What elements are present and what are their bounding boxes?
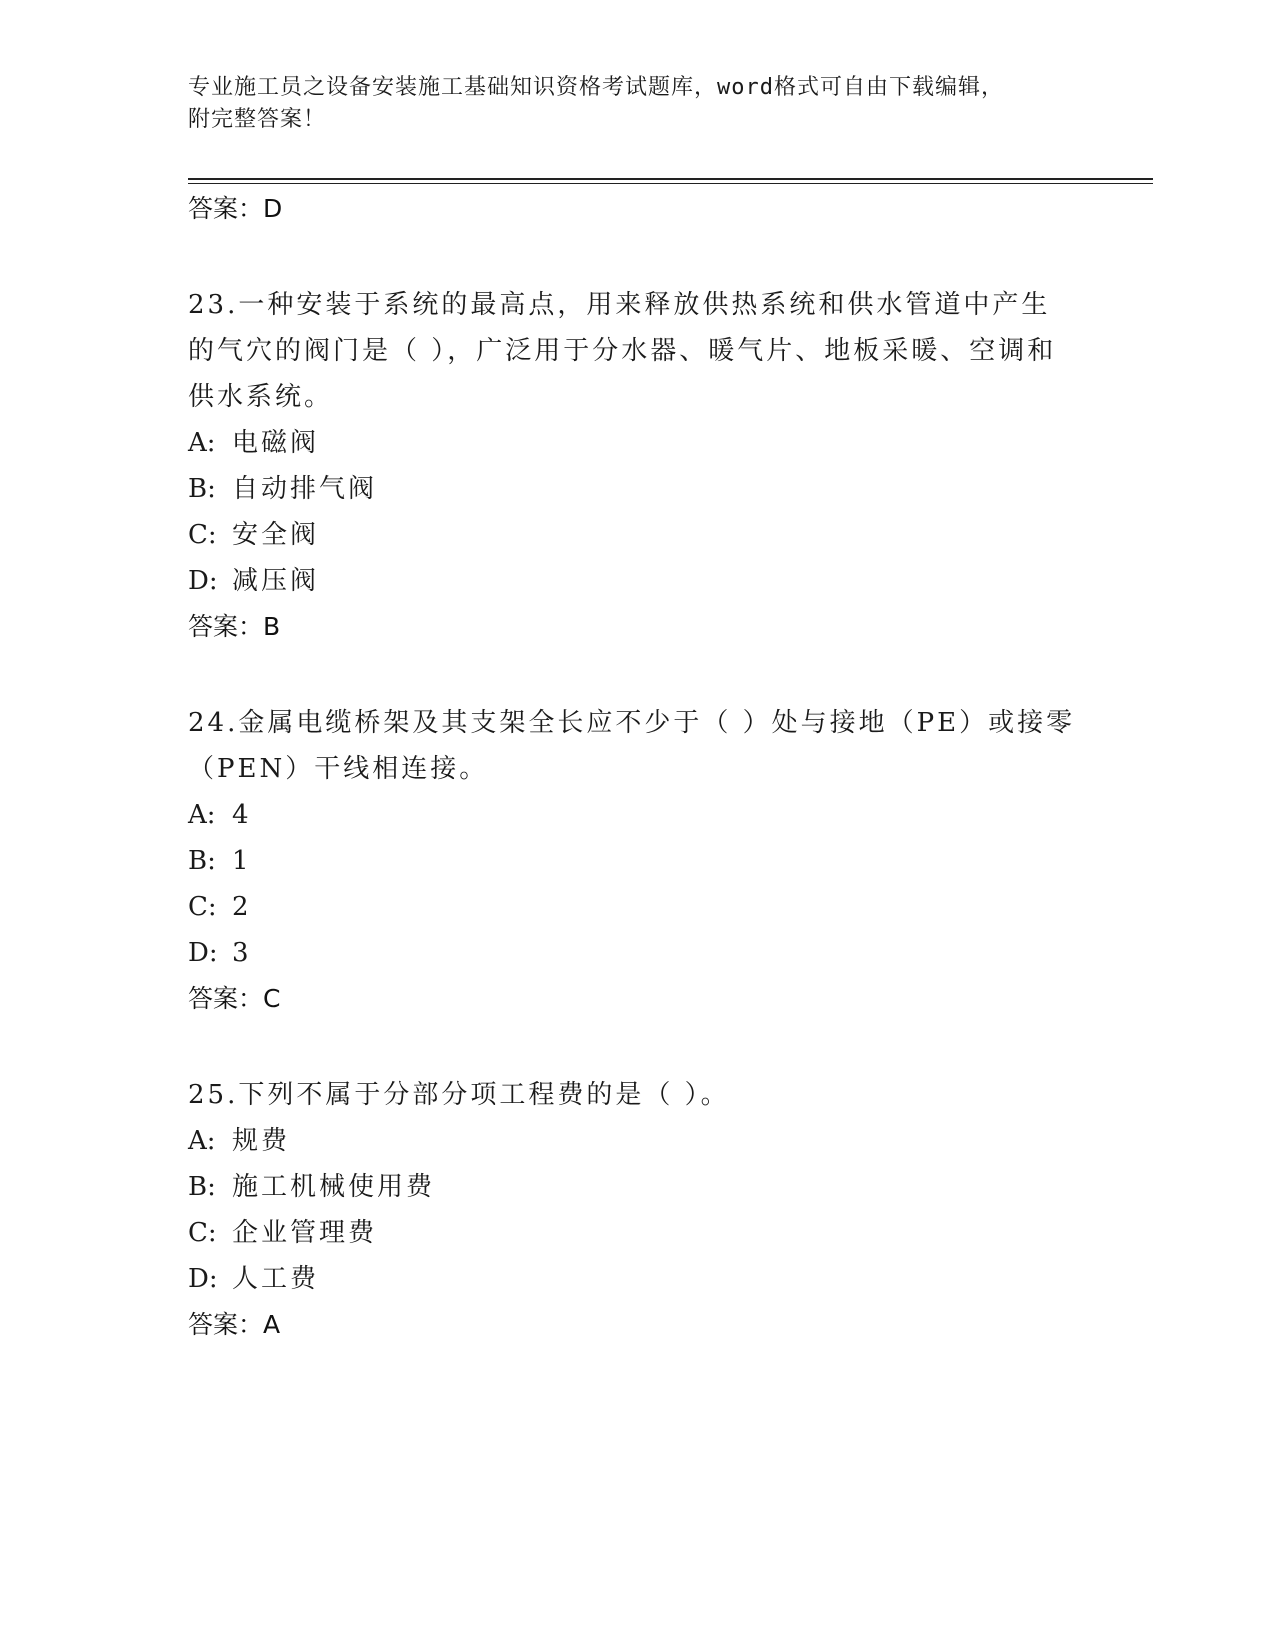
option-c: [188, 512, 1078, 558]
header-line-1: 专业施工员之设备安装施工基础知识资格考试题库，word格式可自由下载编辑，: [188, 75, 1004, 100]
option-b: [188, 1164, 1078, 1210]
option-text: 人工费: [232, 1264, 320, 1294]
option-letter: D:: [188, 938, 218, 968]
question-text: 24.金属电缆桥架及其支架全长应不少于（ ）处与接地（PE）或接零（PEN）干线相连接。: [188, 708, 1076, 784]
option-text: 3: [232, 938, 252, 968]
option-letter: B:: [188, 1172, 216, 1202]
question-25: [188, 1072, 1078, 1348]
option-letter: D:: [188, 1264, 218, 1294]
question-text: 25.下列不属于分部分项工程费的是（ ）。: [188, 1080, 730, 1110]
option-text: 1: [232, 846, 252, 876]
document-body: [188, 186, 1078, 1348]
previous-answer: 答案：D: [188, 194, 283, 223]
option-text: 自动排气阀: [232, 474, 378, 504]
option-letter: C:: [188, 520, 217, 550]
question-answer: 答案：A: [188, 1310, 281, 1339]
option-d: [188, 930, 1078, 976]
option-a: [188, 1118, 1078, 1164]
header-rule-thick: [188, 178, 1153, 180]
option-text: 企业管理费: [232, 1218, 378, 1248]
option-letter: A:: [188, 428, 216, 458]
header-line-2: 附完整答案！: [188, 107, 327, 132]
option-b: [188, 838, 1078, 884]
option-letter: C:: [188, 892, 217, 922]
question-answer: 答案：C: [188, 984, 281, 1013]
option-text: 安全阀: [232, 520, 320, 550]
option-letter: B:: [188, 474, 216, 504]
option-text: 2: [232, 892, 252, 922]
option-letter: A:: [188, 1126, 216, 1156]
option-b: [188, 466, 1078, 512]
option-text: 减压阀: [232, 566, 320, 596]
question-23: [188, 282, 1078, 650]
option-text: 规费: [232, 1126, 291, 1156]
option-letter: B:: [188, 846, 216, 876]
document-header: [188, 72, 1078, 136]
question-answer: 答案：B: [188, 612, 281, 641]
option-c: [188, 884, 1078, 930]
option-d: [188, 558, 1078, 604]
question-24: [188, 700, 1078, 1022]
option-a: [188, 420, 1078, 466]
option-letter: A:: [188, 800, 216, 830]
option-c: [188, 1210, 1078, 1256]
option-a: [188, 792, 1078, 838]
option-letter: C:: [188, 1218, 217, 1248]
option-text: 电磁阀: [232, 428, 320, 458]
option-letter: D:: [188, 566, 218, 596]
header-rule-thin: [188, 183, 1153, 184]
option-text: 4: [232, 800, 252, 830]
question-text: 23.一种安装于系统的最高点，用来释放供热系统和供水管道中产生的气穴的阀门是（ ），广泛用于分水器、暖气片、地板采暖、空调和供水系统。: [188, 290, 1057, 412]
option-text: 施工机械使用费: [232, 1172, 436, 1202]
option-d: [188, 1256, 1078, 1302]
